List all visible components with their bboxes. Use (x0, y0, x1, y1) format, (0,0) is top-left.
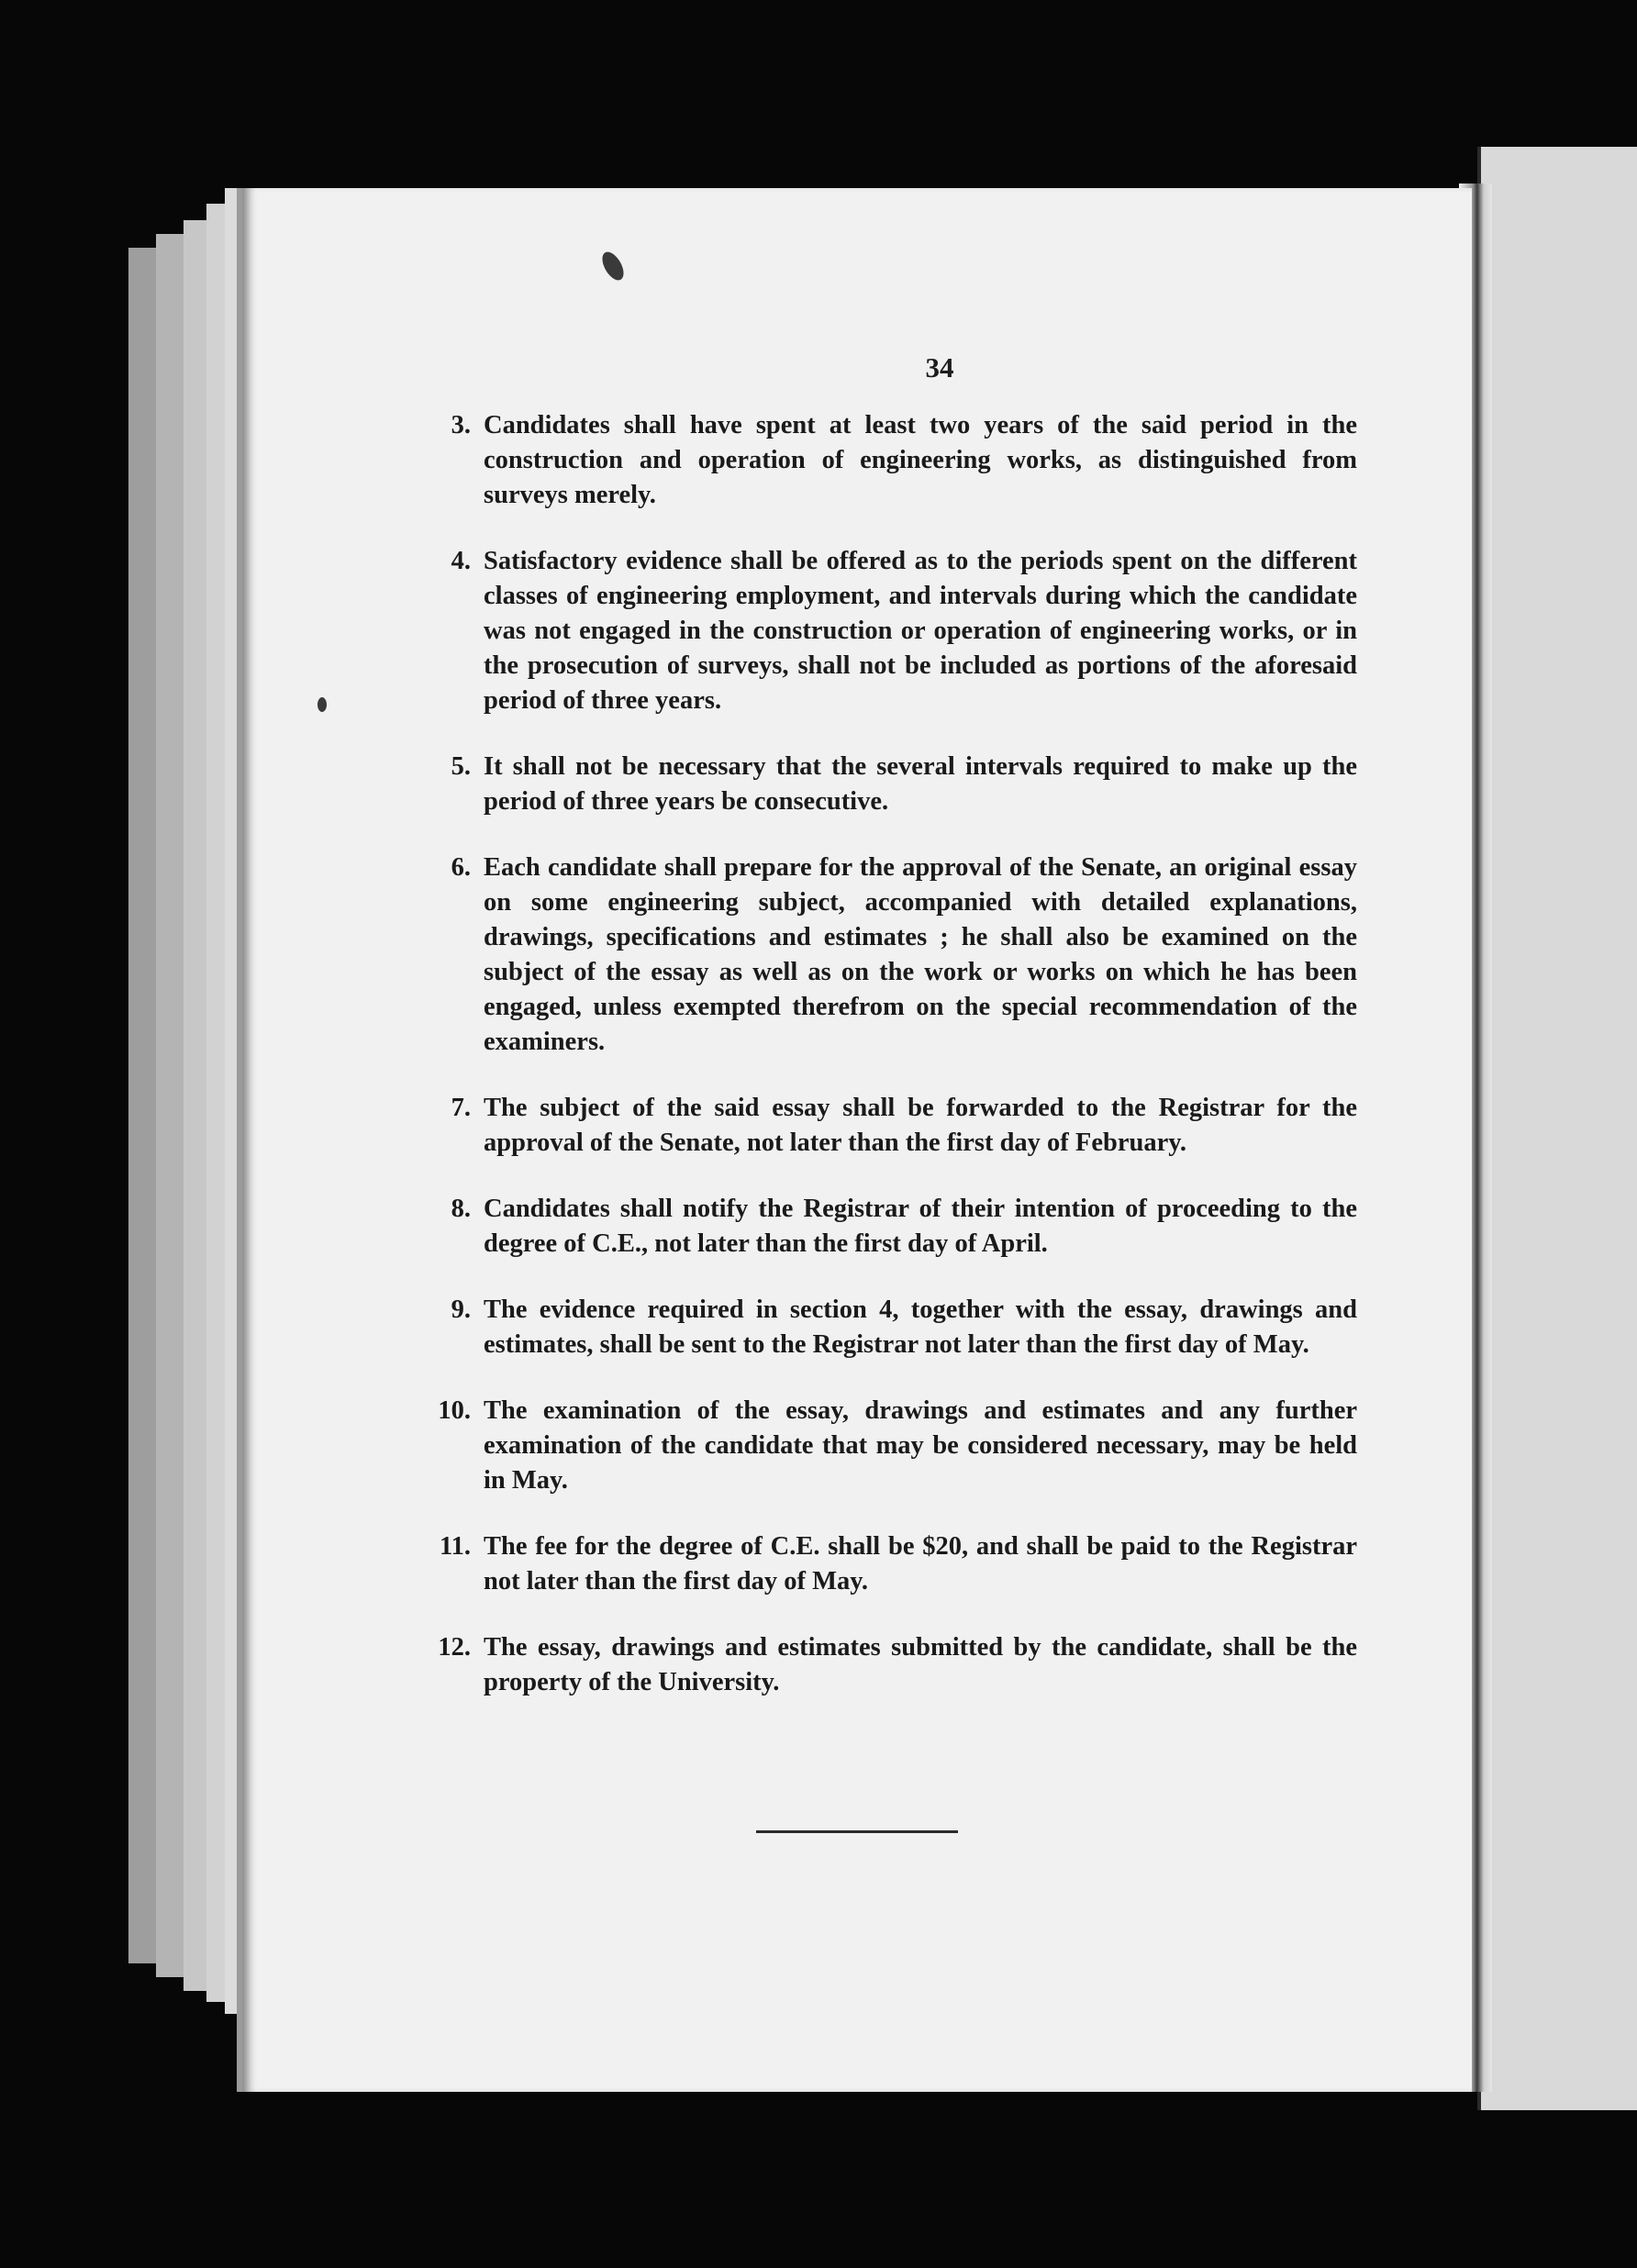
clause-number: 4. (451, 547, 471, 575)
ink-smudge (317, 697, 327, 712)
clause-text: The subject of the said essay shall be forwarded to the Registrar for the approval of the Senate, not later than the first day of February. (484, 1094, 1357, 1157)
clause-item (412, 750, 1357, 819)
regulation-clauses (412, 408, 1357, 1731)
ink-smudge (598, 249, 629, 284)
clause-number: 9. (451, 1295, 471, 1324)
clause-number: 8. (451, 1195, 471, 1223)
clause-item (412, 850, 1357, 1060)
clause-text: Candidates shall notify the Registrar of their intention of proceeding to the degree of C.E., not later than the first day of April. (484, 1195, 1357, 1258)
document-page (237, 188, 1472, 2092)
clause-number: 10. (438, 1396, 471, 1425)
clause-item (412, 544, 1357, 718)
clause-number: 11. (439, 1532, 471, 1561)
clause-text: It shall not be necessary that the several intervals required to make up the period of three years be consecutive. (484, 752, 1357, 816)
clause-item (412, 408, 1357, 513)
clause-item (412, 1293, 1357, 1362)
clause-text: The essay, drawings and estimates submitted by the candidate, shall be the property of the University. (484, 1633, 1357, 1696)
clause-item (412, 1630, 1357, 1700)
clause-item (412, 1091, 1357, 1161)
clause-text: Each candidate shall prepare for the approval of the Senate, an original essay on some engineering subject, accompanied with detailed explanations, drawings, specifications and estimates ; he shall also be examined on the subject of the essay as well as on the work or works on which he has been engaged, unless exempted therefrom on the special recommendation of the examiners. (484, 853, 1357, 1056)
clause-item (412, 1192, 1357, 1262)
clause-text: Satisfactory evidence shall be offered as to the periods spent on the different classes of engineering employment, and intervals during which the candidate was not engaged in the construction or operation of engineering works, or in the prosecution of surveys, shall not be included as portions of the aforesaid period of three years. (484, 547, 1357, 715)
clause-number: 5. (451, 752, 471, 781)
page-number: 34 (925, 351, 954, 384)
closing-rule (756, 1830, 958, 1833)
clause-number: 12. (438, 1633, 471, 1662)
clause-text: The evidence required in section 4, together with the essay, drawings and estimates, shall be sent to the Registrar not later than the first day of May. (484, 1295, 1357, 1359)
clause-text: The examination of the essay, drawings and estimates and any further examination of the candidate that may be considered necessary, may be held in May. (484, 1396, 1357, 1495)
clause-text: Candidates shall have spent at least two years of the said period in the construction and operation of engineering works, as distinguished from surveys merely. (484, 411, 1357, 509)
clause-item (412, 1529, 1357, 1599)
clause-number: 3. (451, 411, 471, 439)
clause-number: 7. (451, 1094, 471, 1122)
facing-page-edge (1477, 147, 1637, 2110)
clause-item (412, 1394, 1357, 1498)
clause-text: The fee for the degree of C.E. shall be $20, and shall be paid to the Registrar not later than the first day of May. (484, 1532, 1357, 1595)
clause-number: 6. (451, 853, 471, 882)
